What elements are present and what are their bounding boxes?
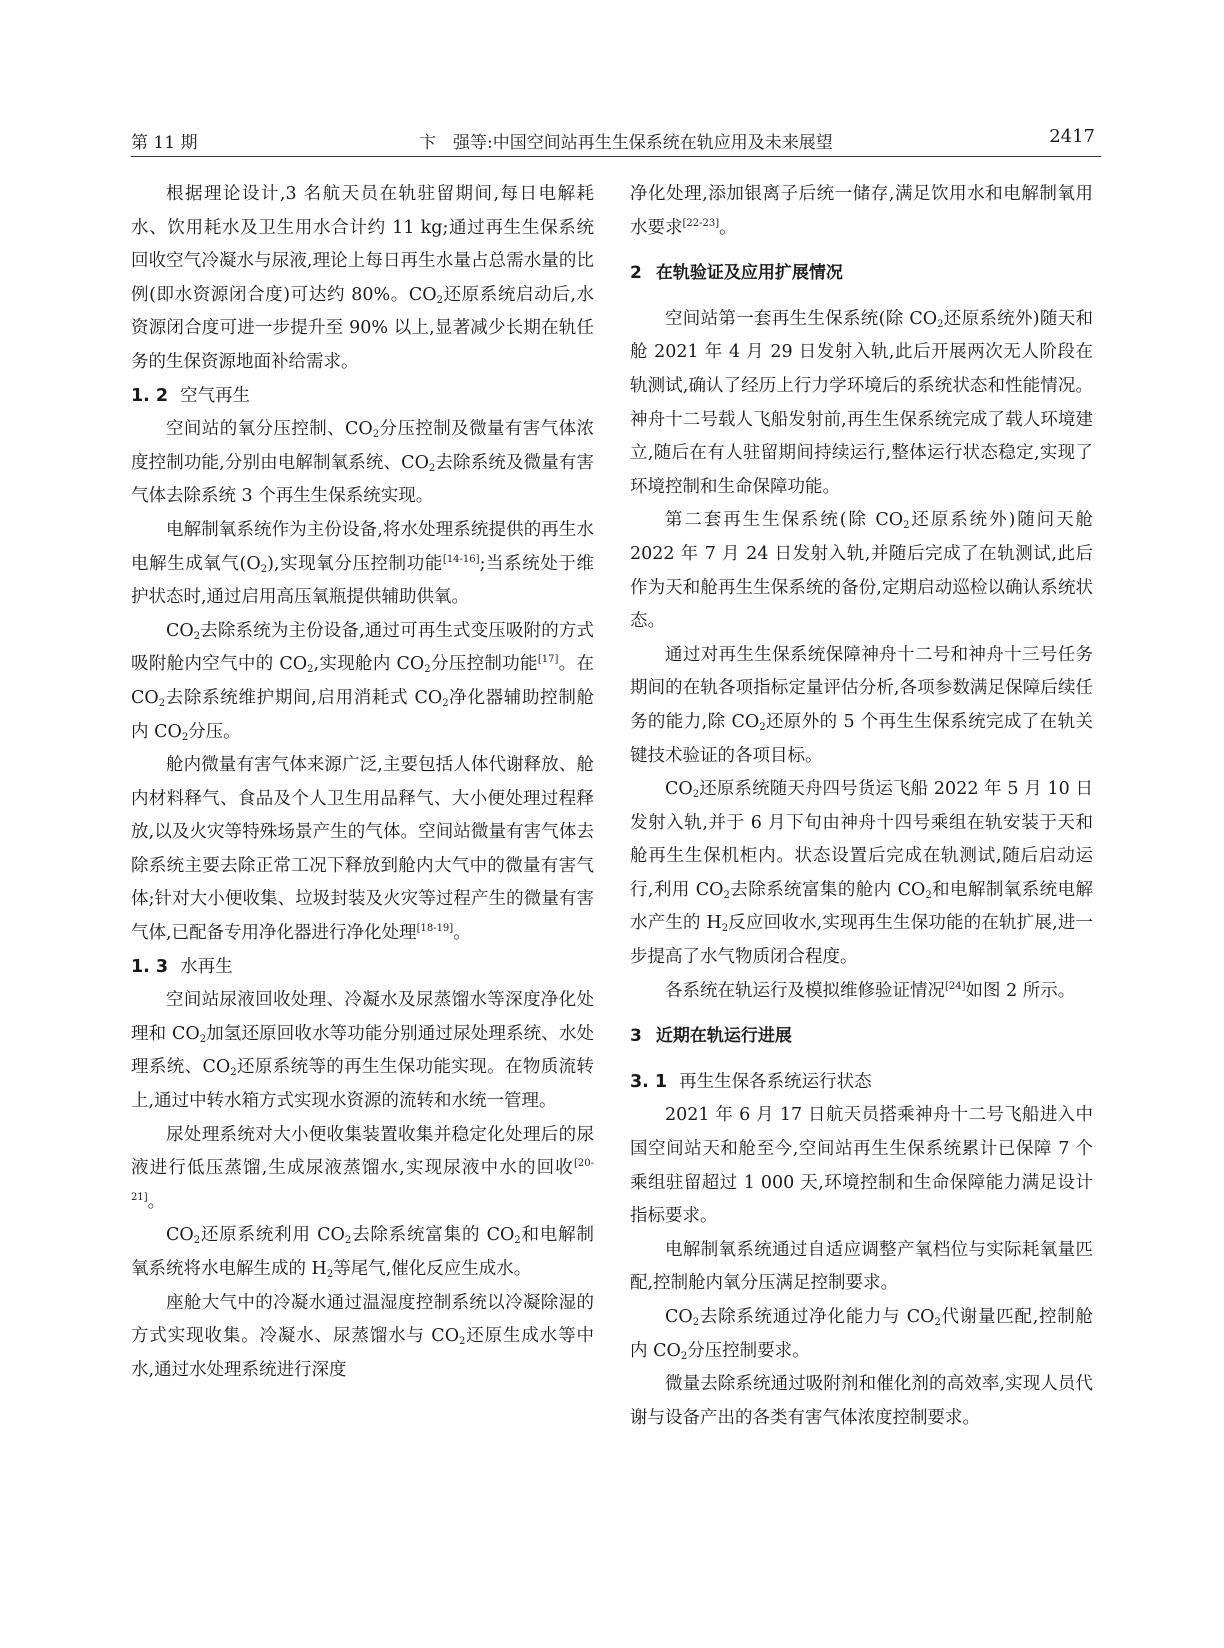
citation: [17] [537, 654, 559, 666]
citation: [20-21] [131, 1158, 594, 1203]
issue-number: 第 11 期 [131, 133, 198, 153]
paragraph: 座舱大气中的冷凝水通过温湿度控制系统以冷凝除湿的方式实现收集。冷凝水、尿蒸馏水与 $CO_2$还原生成水等中水,通过水处理系统进行深度 [131, 1292, 594, 1380]
citation: [14-16] [442, 553, 480, 565]
paragraph: $CO_2$还原系统利用 $CO_2$去除系统富集的 $CO_2$和电解制氧系统将水电解生成的 $H_2$等尾气,催化反应生成水。 [131, 1225, 594, 1280]
paragraph: 2021 年 6 月 17 日航天员搭乘神舟十二号飞船进入中国空间站天和舱至今,空间站再生生保系统累计已保障 7 个乘组驻留超过 1 000 天,环境控制和生命保障能力满足设计指标要求。 [630, 1105, 1093, 1227]
page-number: 2417 [1049, 126, 1095, 147]
section-heading-3: 3 近期在轨运行进展 [630, 1026, 792, 1047]
paragraph: $CO_2$去除系统为主份设备,通过可再生式变压吸附的方式吸附舱内空气中的 $CO_2$,实现舱内 $CO_2$分压控制功能[17]。在 $CO_2$去除系统维护期间,启用消耗式 $CO_2$净化器辅助控制舱内 $CO_2$分压。 [131, 620, 594, 743]
section-heading-2: 2 在轨验证及应用扩展情况 [630, 263, 843, 284]
paragraph: 空间站尿液回收处理、冷凝水及尿蒸馏水等深度净化处理和 $CO_2$加氢还原回收水等功能分别通过尿处理系统、水处理系统、$CO_2$还原系统等的再生生保功能实现。在物质流转上,通过中转水箱方式实现水资源的流转和水统一管理。 [131, 990, 594, 1112]
section-heading-1-2: 1. 2 空气再生 [131, 385, 251, 406]
paragraph: 各系统在轨运行及模拟维修验证情况[24]如图 2 所示。 [665, 980, 1076, 1001]
paragraph: $CO_2$去除系统通过净化能力与 $CO_2$代谢量匹配,控制舱内 $CO_2$分压控制要求。 [630, 1307, 1093, 1362]
paragraph: 通过对再生生保系统保障神舟十二号和神舟十三号任务期间的在轨各项指标定量评估分析,各项参数满足保障后续任务的能力,除 $CO_2$还原外的 5 个再生生保系统完成了在轨关键技术验证的各项目标。 [630, 644, 1093, 766]
citation: [18-19] [416, 923, 454, 935]
section-heading-1-3: 1. 3 水再生 [131, 956, 233, 977]
left-column [131, 178, 594, 1387]
paragraph: 舱内微量有害气体来源广泛,主要包括人体代谢释放、舱内材料释气、食品及个人卫生用品释气、大小便处理过程释放,以及火灾等特殊场景产生的气体。空间站微量有害气体去除系统主要去除正常工况下释放到舱内大气中的微量有害气体;针对大小便收集、垃圾封装及火灾等过程产生的微量有害气体,已配备专用净化器进行净化处理[18-19]。 [131, 755, 594, 944]
paragraph: 根据理论设计,3 名航天员在轨驻留期间,每日电解耗水、饮用耗水及卫生用水合计约 11 kg;通过再生生保系统回收空气冷凝水与尿液,理论上每日再生水量占总需水量的比例(即水资源闭合度)可达约 80%。$CO_2$还原系统启动后,水资源闭合度可进一步提升至 90% 以上,显著减少长期在轨任务的生保资源地面补给需求。 [131, 184, 594, 372]
paragraph: 微量去除系统通过吸附剂和催化剂的高效率,实现人员代谢与设备产出的各类有害气体浓度控制要求。 [630, 1374, 1093, 1428]
running-header [131, 126, 1101, 157]
paragraph: 空间站第一套再生生保系统(除 $CO_2$还原系统外)随天和舱 2021 年 4 月 29 日发射入轨,此后开展两次无人阶段在轨测试,确认了经历上行力学环境后的系统状态和性能情况。神舟十二号载人飞船发射前,再生生保系统完成了载人环境建立,随后在有人驻留期间持续运行,整体运行状态稳定,实现了环境控制和生命保障功能。 [630, 308, 1093, 497]
paragraph: 电解制氧系统通过自适应调整产氧档位与实际耗氧量匹配,控制舱内氧分压满足控制要求。 [630, 1239, 1093, 1294]
citation: [24] [945, 980, 966, 992]
running-title: 卞 强等:中国空间站再生生保系统在轨应用及未来展望 [419, 133, 833, 153]
section-heading-3-1: 3. 1 再生生保各系统运行状态 [630, 1071, 872, 1092]
paragraph: 尿处理系统对大小便收集装置收集并稳定化处理后的尿液进行低压蒸馏,生成尿液蒸馏水,实现尿液中水的回收[20-21]。 [131, 1124, 594, 1212]
paragraph: $CO_2$还原系统随天舟四号货运飞船 2022 年 5 月 10 日发射入轨,并于 6 月下旬由神舟十四号乘组在轨安装于天和舱再生生保机柜内。状态设置后完成在轨测试,随后启动运行,利用 $CO_2$去除系统富集的舱内 $CO_2$和电解制氧系统电解水产生的 $H_2$反应回收水,实现再生生保功能的在轨扩展,进一步提高了水气物质闭合程度。 [630, 779, 1094, 968]
paragraph: 电解制氧系统作为主份设备,将水处理系统提供的再生水电解生成氧气$(O_2)$,实现氧分压控制功能[14-16];当系统处于维护状态时,通过启用高压氧瓶提供辅助供氧。 [131, 519, 595, 608]
citation: [22-23] [682, 217, 720, 229]
right-column [630, 178, 1093, 1435]
paragraph: 第二套再生生保系统(除 $CO_2$还原系统外)随问天舱 2022 年 7 月 24 日发射入轨,并随后完成了在轨测试,此后作为天和舱再生生保系统的备份,定期启动巡检以确认系统状态。 [630, 510, 1093, 632]
paragraph: 空间站的氧分压控制、$CO_2$分压控制及微量有害气体浓度控制功能,分别由电解制氧系统、$CO_2$去除系统及微量有害气体去除系统 3 个再生生保系统实现。 [131, 419, 594, 507]
paragraph: 净化处理,添加银离子后统一储存,满足饮用水和电解制氧用水要求[22-23]。 [630, 184, 1093, 238]
